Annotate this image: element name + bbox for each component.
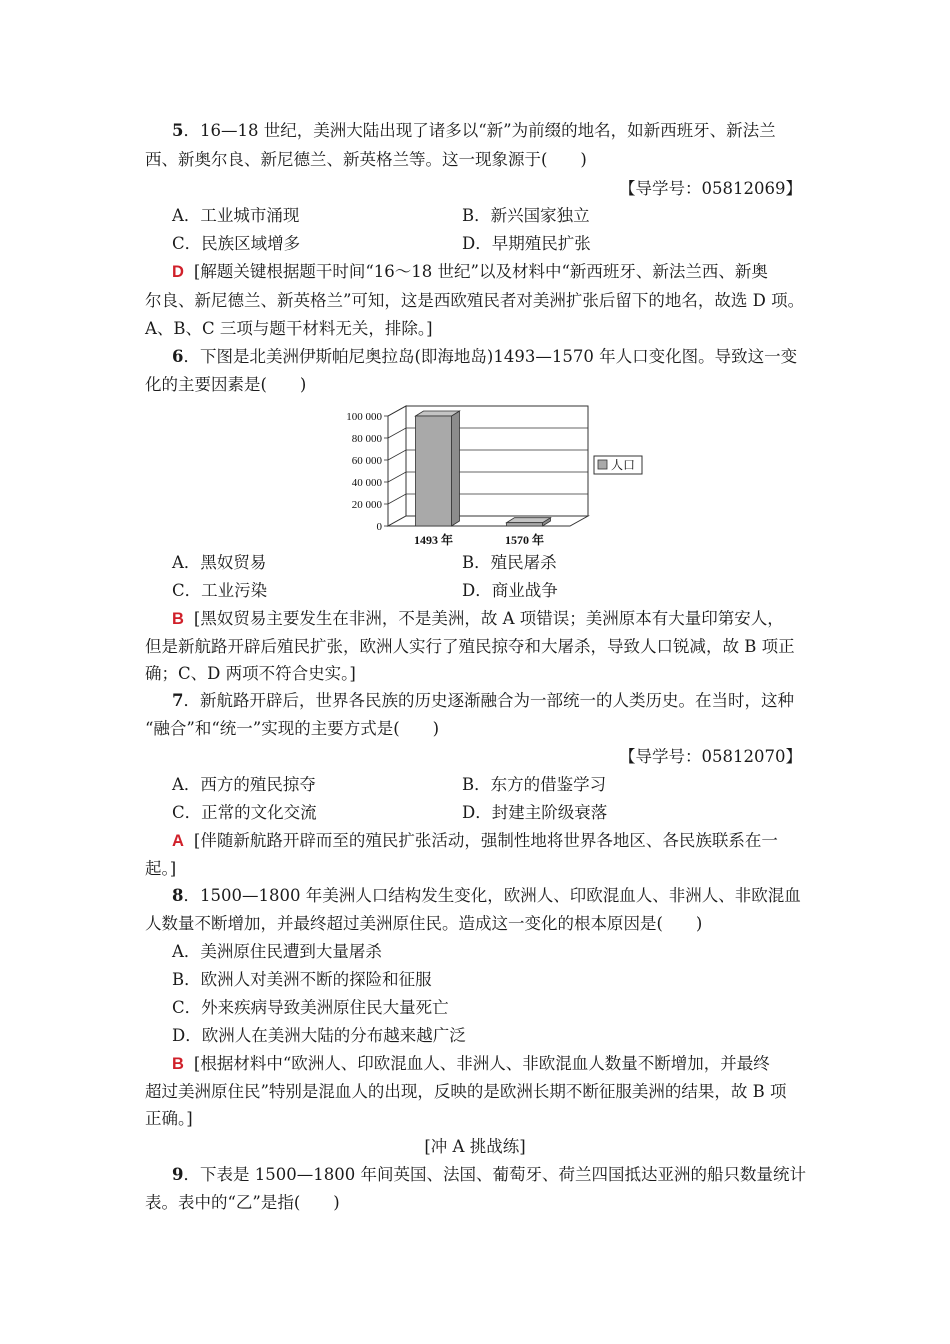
y-tick-label: 100 000	[346, 411, 382, 423]
legend-swatch	[598, 460, 607, 469]
q6-answer: B	[172, 610, 184, 628]
q7-option-c: C．正常的文化交流	[172, 803, 317, 822]
q6-option-b: B．殖民屠杀	[462, 553, 557, 572]
q5-stem-text1: ．16—18 世纪，美洲大陆出现了诸多以“新”为前缀的地名，如新西班牙、新法兰	[183, 121, 776, 140]
q7-guide-number: 【导学号：05812070】	[619, 747, 802, 766]
bar-top-1	[416, 411, 460, 416]
q9-stem-text1: ．下表是 1500—1800 年间英国、法国、葡萄牙、荷兰四国抵达亚洲的船只数量统计	[183, 1165, 806, 1184]
q7-explanation-line1	[172, 830, 778, 852]
q8-explanation-line1	[172, 1053, 770, 1075]
q5-stem-line2: 西、新奥尔良、新尼德兰、新英格兰等。这一现象源于( )	[145, 150, 587, 169]
q5-answer: D	[172, 263, 184, 281]
q8-answer: B	[172, 1055, 184, 1073]
bar-top-2	[507, 518, 551, 523]
q8-exp-text1: [根据材料中“欧洲人、印欧混血人、非洲人、非欧混血人数量不断增加，并最终	[193, 1054, 770, 1073]
y-tick-label: 0	[376, 521, 382, 533]
q5-option-c: C．民族区域增多	[172, 234, 301, 253]
q6-stem-line2: 化的主要因素是( )	[145, 375, 307, 394]
bar-side-1	[452, 411, 460, 526]
q6-option-a: A．黑奴贸易	[172, 553, 267, 572]
q8-option-a: A．美洲原住民遭到大量屠杀	[172, 942, 382, 961]
q5-option-a: A．工业城市涌现	[172, 206, 300, 225]
q7-stem-line1	[172, 690, 794, 712]
q8-explanation-line2: 超过美洲原住民”特别是混血人的出现，反映的是欧洲长期不断征服美洲的结果，故 B 项	[145, 1082, 787, 1101]
q6-option-c: C．工业污染	[172, 581, 268, 600]
q9-stem-line2: 表。表中的“乙”是指( )	[145, 1193, 340, 1212]
q6-stem-text1: ．下图是北美洲伊斯帕尼奥拉岛(即海地岛)1493—1570 年人口变化图。导致这一变	[183, 347, 798, 366]
q5-guide-number: 【导学号：05812069】	[619, 179, 802, 198]
y-tick-label: 60 000	[351, 455, 382, 467]
q7-exp-text1: [伴随新航路开辟而至的殖民扩张活动，强制性地将世界各地区、各民族联系在一	[193, 831, 778, 850]
q8-number: 8	[172, 886, 184, 905]
q7-option-b: B．东方的借鉴学习	[462, 775, 607, 794]
q7-explanation-line2: 起。]	[145, 859, 177, 878]
q5-number: 5	[172, 121, 184, 140]
q6-explanation-line1	[172, 608, 784, 630]
q8-explanation-line3: 正确。]	[145, 1109, 193, 1128]
q6-explanation-line3: 确；C、D 两项不符合史实。]	[145, 664, 356, 683]
q6-stem-line1	[172, 346, 797, 368]
q7-number: 7	[172, 691, 184, 710]
q8-stem-line1	[172, 885, 801, 907]
q6-exp-text1: [黑奴贸易主要发生在非洲，不是美洲，故 A 项错误；美洲原本有大量印第安人，	[193, 609, 784, 628]
chart-side-wall	[388, 406, 406, 526]
population-bar-chart	[330, 398, 650, 550]
q7-answer: A	[172, 832, 184, 850]
legend-label: 人口	[611, 458, 636, 472]
q8-option-c: C．外来疾病导致美洲原住民大量死亡	[172, 998, 449, 1017]
q8-option-d: D．欧洲人在美洲大陆的分布越来越广泛	[172, 1026, 466, 1045]
section-title: [冲 A 挑战练]	[424, 1137, 526, 1156]
q7-stem-text1: ．新航路开辟后，世界各民族的历史逐渐融合为一部统一的人类历史。在当时，这种	[183, 691, 794, 710]
q5-explanation-line2: 尔良、新尼德兰、新英格兰”可知，这是西欧殖民者对美洲扩张后留下的地名，故选 D 项。	[145, 291, 805, 310]
q5-explanation-line3: A、B、C 三项与题干材料无关，排除。]	[145, 319, 433, 338]
q9-stem-line1	[172, 1164, 806, 1186]
q8-stem-line2: 人数量不断增加，并最终超过美洲原住民。造成这一变化的根本原因是( )	[145, 914, 703, 933]
bar-2	[507, 523, 543, 526]
y-tick-label: 20 000	[351, 499, 382, 511]
q6-explanation-line2: 但是新航路开辟后殖民扩张，欧洲人实行了殖民掠夺和大屠杀，导致人口锐减，故 B 项正	[145, 637, 795, 656]
y-tick-label: 40 000	[351, 477, 382, 489]
q7-option-a: A．西方的殖民掠夺	[172, 775, 316, 794]
q5-explanation-line1	[172, 261, 768, 283]
q7-option-d: D．封建主阶级衰落	[462, 803, 608, 822]
q9-number: 9	[172, 1165, 184, 1184]
bar-1	[416, 416, 452, 526]
q6-number: 6	[172, 347, 184, 366]
q8-stem-text1: ．1500—1800 年美洲人口结构发生变化，欧洲人、印欧混血人、非洲人、非欧混血	[183, 886, 801, 905]
q5-stem-line1	[172, 120, 776, 142]
q7-stem-line2: “融合”和“统一”实现的主要方式是( )	[145, 719, 440, 738]
q6-option-d: D．商业战争	[462, 581, 558, 600]
q5-option-d: D．早期殖民扩张	[462, 234, 591, 253]
q5-option-b: B．新兴国家独立	[462, 206, 590, 225]
q8-option-b: B．欧洲人对美洲不断的探险和征服	[172, 970, 432, 989]
x-category-label: 1493 年	[413, 533, 454, 547]
q5-exp-text1: [解题关键根据题干时间“16～18 世纪”以及材料中“新西班牙、新法兰西、新奥	[193, 262, 768, 281]
y-tick-label: 80 000	[351, 433, 382, 445]
x-category-label: 1570 年	[504, 533, 545, 547]
